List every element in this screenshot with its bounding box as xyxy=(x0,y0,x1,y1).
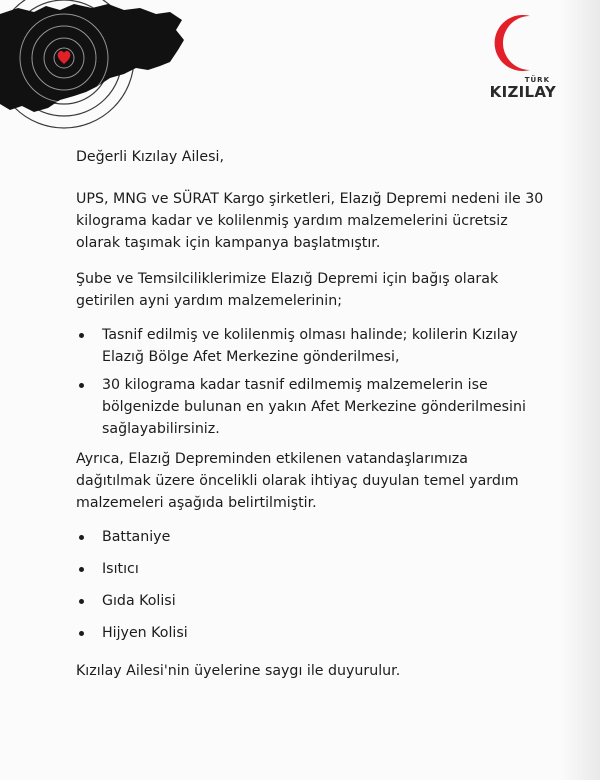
needed-items-list xyxy=(76,526,546,644)
turkey-map-earthquake-graphic xyxy=(0,0,200,140)
paragraph-needed-items: Ayrıca, Elazığ Depreminden etkilenen vatandaşlarımıza dağıtılmak üzere öncelikli olarak ihtiyaç duyulan temel yardım malzemeleri aşağıda belirtilmiştir. xyxy=(76,451,519,511)
greeting: Değerli Kızılay Ailesi, xyxy=(76,149,224,165)
turk-kizilay-logo xyxy=(486,12,556,101)
list-item: 30 kilograma kadar tasnif edilmemiş malzemelerin ise bölgenizde bulunan en yakın Afet Merkezine gönderilmesini sağlayabilirsiniz. xyxy=(76,374,546,440)
logo-turk-text: TÜRK xyxy=(524,76,550,84)
logo-kizilay-text: KIZILAY xyxy=(489,83,556,101)
list-item: Hijyen Kolisi xyxy=(76,622,546,644)
closing-line: Kızılay Ailesi'nin üyelerine saygı ile duyurulur. xyxy=(76,663,401,679)
list-item: Isıtıcı xyxy=(76,558,546,580)
paragraph-cargo-campaign: UPS, MNG ve SÜRAT Kargo şirketleri, Elazığ Depremi nedeni ile 30 kilograma kadar ve kolilenmiş yardım malzemelerini ücretsiz olarak taşımak için kampanya başlatmıştır. xyxy=(76,191,544,251)
list-item: Battaniye xyxy=(76,526,546,548)
turkey-silhouette xyxy=(0,4,184,112)
letter-body xyxy=(76,146,546,694)
page-edge-shadow xyxy=(560,0,600,780)
shipping-instructions-list xyxy=(76,324,546,440)
list-item: Gıda Kolisi xyxy=(76,590,546,612)
paragraph-donations: Şube ve Temsilciliklerimize Elazığ Depremi için bağış olarak getirilen ayni yardım malzemelerinin; xyxy=(76,271,499,309)
crescent-icon xyxy=(492,12,550,74)
list-item: Tasnif edilmiş ve kolilenmiş olması halinde; kolilerin Kızılay Elazığ Bölge Afet Merkezine gönderilmesi, xyxy=(76,324,546,368)
